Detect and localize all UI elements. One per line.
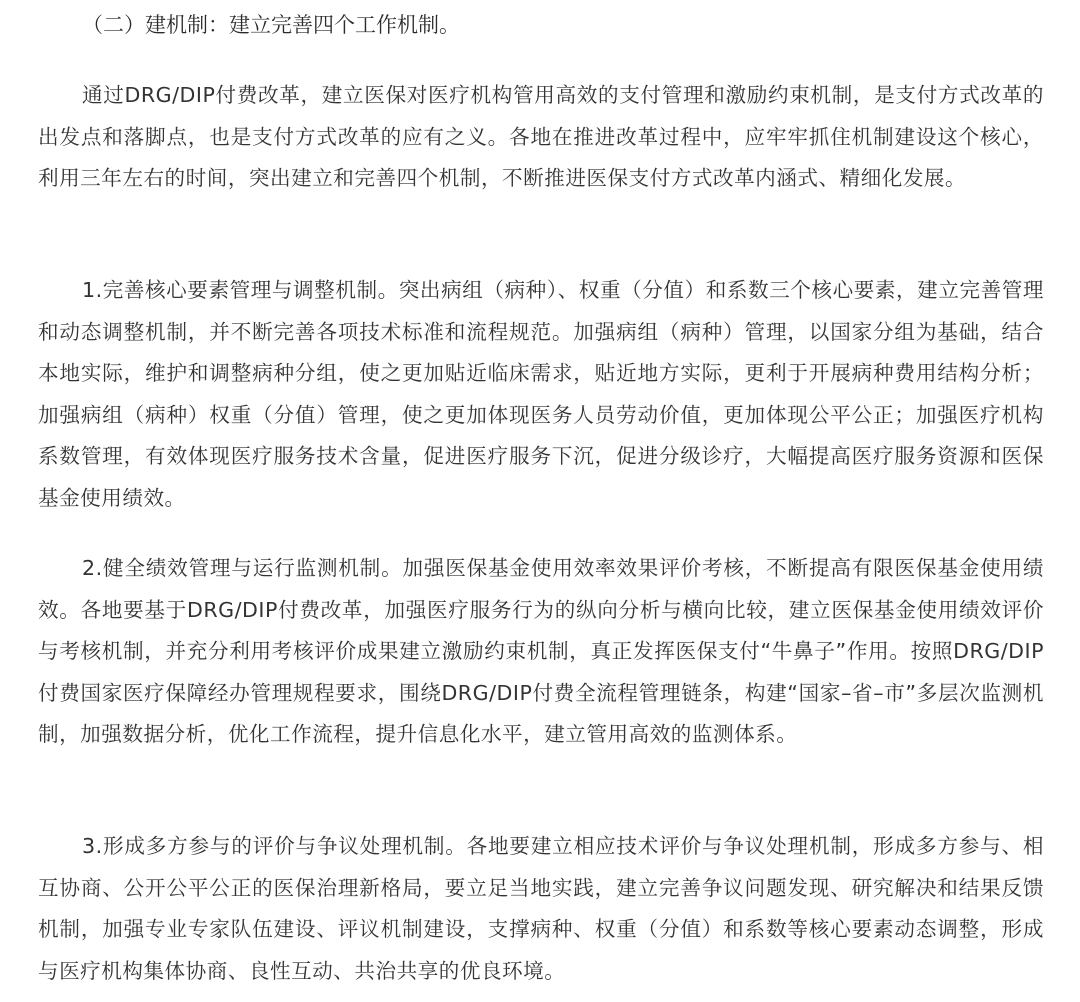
paragraph-mechanism-3: 3.形成多方参与的评价与争议处理机制。各地要建立相应技术评价与争议处理机制，形成多方参与、相互协商、公开公平公正的医保治理新格局，要立足当地实践，建立完善争议问题发现、研究解决和结果反馈机制，加强专业专家队伍建设、评议机制建设，支撑病种、权重（分值）和系数等核心要素动态调整，形成与医疗机构集体协商、良性互动、共治共享的优良环境。	[38, 834, 1044, 983]
paragraph-intro: 通过DRG/DIP付费改革，建立医保对医疗机构管用高效的支付管理和激励约束机制，是支付方式改革的出发点和落脚点，也是支付方式改革的应有之义。各地在推进改革过程中，应牢牢抓住机制建设这个核心，利用三年左右的时间，突出建立和完善四个机制，不断推进医保支付方式改革内涵式、精细化发展。	[38, 83, 1044, 190]
section-heading: （二）建机制：建立完善四个工作机制。	[82, 13, 460, 37]
paragraph-mechanism-2: 2.健全绩效管理与运行监测机制。加强医保基金使用效率效果评价考核，不断提高有限医保基金使用绩效。各地要基于DRG/DIP付费改革，加强医疗服务行为的纵向分析与横向比较，建立医保基金使用绩效评价与考核机制，并充分利用考核评价成果建立激励约束机制，真正发挥医保支付“牛鼻子”作用。按照DRG/DIP付费国家医疗保障经办管理规程要求，围绕DRG/DIP付费全流程管理链条，构建“国家–省–市”多层次监测机制，加强数据分析，优化工作流程，提升信息化水平，建立管用高效的监测体系。	[38, 556, 1044, 746]
paragraph-mechanism-1: 1.完善核心要素管理与调整机制。突出病组（病种）、权重（分值）和系数三个核心要素，建立完善管理和动态调整机制，并不断完善各项技术标准和流程规范。加强病组（病种）管理，以国家分组为基础，结合本地实际，维护和调整病种分组，使之更加贴近临床需求，贴近地方实际，更利于开展病种费用结构分析；加强病组（病种）权重（分值）管理，使之更加体现医务人员劳动价值，更加体现公平公正；加强医疗机构系数管理，有效体现医疗服务技术含量，促进医疗服务下沉，促进分级诊疗，大幅提高医疗服务资源和医保基金使用绩效。	[38, 278, 1044, 510]
